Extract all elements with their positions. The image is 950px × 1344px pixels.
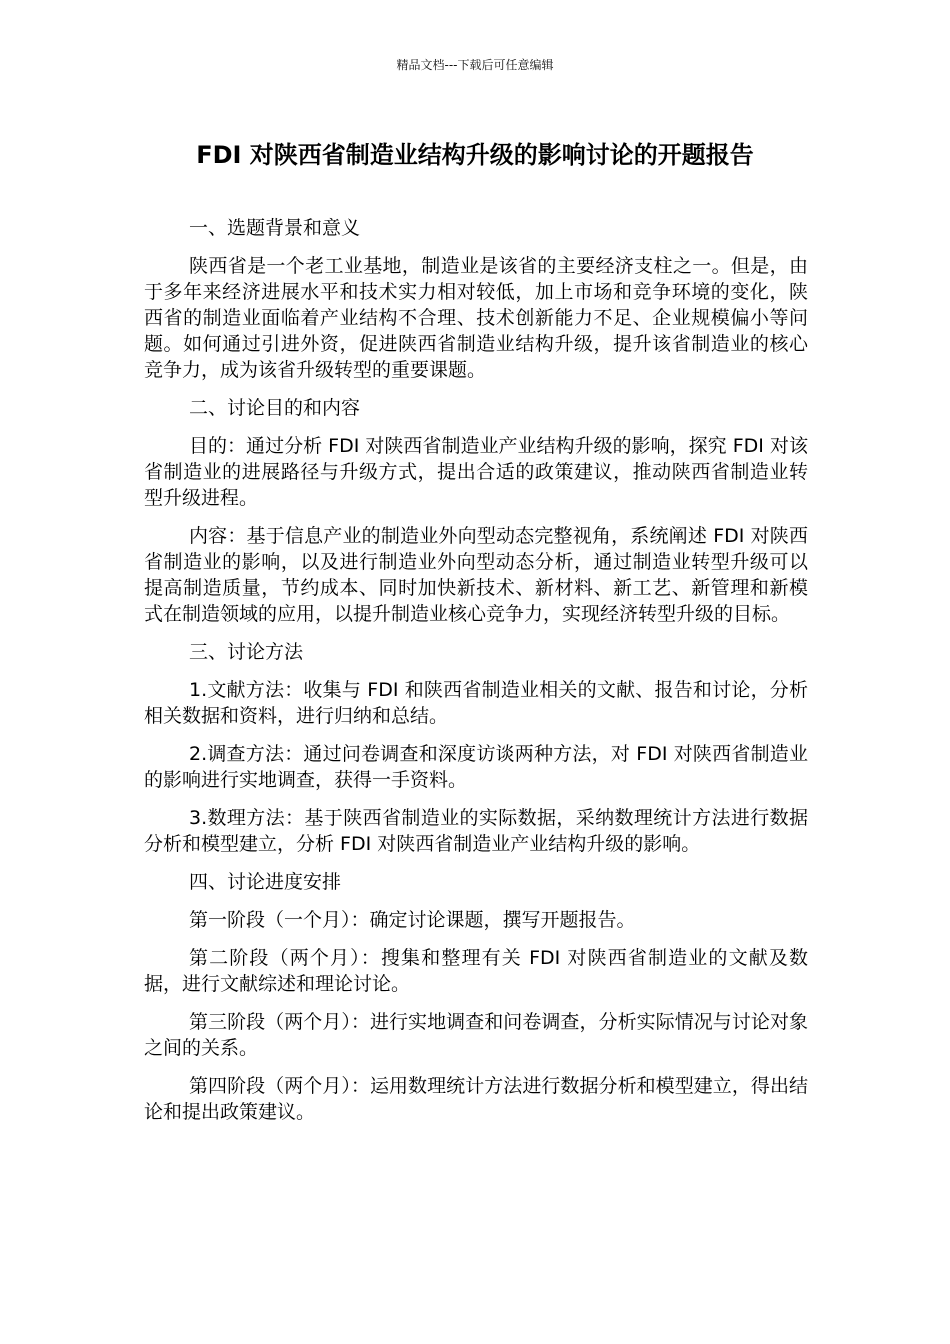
header-note: 精品文档---下载后可任意编辑 (396, 58, 554, 72)
section-heading-schedule: 四、讨论进度安排 (189, 871, 342, 893)
section-heading-background: 一、选题背景和意义 (189, 217, 361, 239)
document-title: FDI 对陕西省制造业结构升级的影响讨论的开题报告 (196, 141, 754, 169)
schedule-stage-3: 第三阶段（两个月）：进行实地调查和问卷调查，分析实际情况与讨论对象之间的关系。 (144, 1011, 808, 1059)
section-heading-purpose-content: 二、讨论目的和内容 (189, 397, 361, 419)
purpose-paragraph: 目的：通过分析 FDI 对陕西省制造业产业结构升级的影响，探究 FDI 对该省制造业的进展路径与升级方式，提出合适的政策建议，推动陕西省制造业转型升级进程。 (144, 435, 808, 509)
background-paragraph: 陕西省是一个老工业基地，制造业是该省的主要经济支柱之一。但是，由于多年来经济进展水平和技术实力相对较低，加上市场和竞争环境的变化，陕西省的制造业面临着产业结构不合理、技术创新能力不足、企业规模偏小等问题。如何通过引进外资，促进陕西省制造业结构升级，提升该省制造业的核心竞争力，成为该省升级转型的重要课题。 (144, 255, 808, 381)
document-body (144, 215, 808, 1137)
section-heading-methods: 三、讨论方法 (189, 641, 304, 663)
schedule-stage-2: 第二阶段（两个月）：搜集和整理有关 FDI 对陕西省制造业的文献及数据，进行文献综述和理论讨论。 (144, 947, 808, 995)
content-paragraph: 内容：基于信息产业的制造业外向型动态完整视角，系统阐述 FDI 对陕西省制造业的影响，以及进行制造业外向型动态分析，通过制造业转型升级可以提高制造质量，节约成本、同时加快新技术、新材料、新工艺、新管理和新模式在制造领域的应用，以提升制造业核心竞争力，实现经济转型升级的目标。 (144, 525, 808, 625)
schedule-stage-1: 第一阶段（一个月）：确定讨论课题，撰写开题报告。 (189, 909, 636, 931)
method-survey-paragraph: 2.调查方法：通过问卷调查和深度访谈两种方法，对 FDI 对陕西省制造业的影响进行实地调查，获得一手资料。 (144, 743, 808, 791)
method-quantitative-paragraph: 3.数理方法：基于陕西省制造业的实际数据，采纳数理统计方法进行数据分析和模型建立，分析 FDI 对陕西省制造业产业结构升级的影响。 (144, 807, 808, 855)
method-literature-paragraph: 1.文献方法：收集与 FDI 和陕西省制造业相关的文献、报告和讨论，分析相关数据和资料，进行归纳和总结。 (144, 679, 808, 727)
schedule-stage-4: 第四阶段（两个月）：运用数理统计方法进行数据分析和模型建立，得出结论和提出政策建议。 (144, 1075, 808, 1123)
